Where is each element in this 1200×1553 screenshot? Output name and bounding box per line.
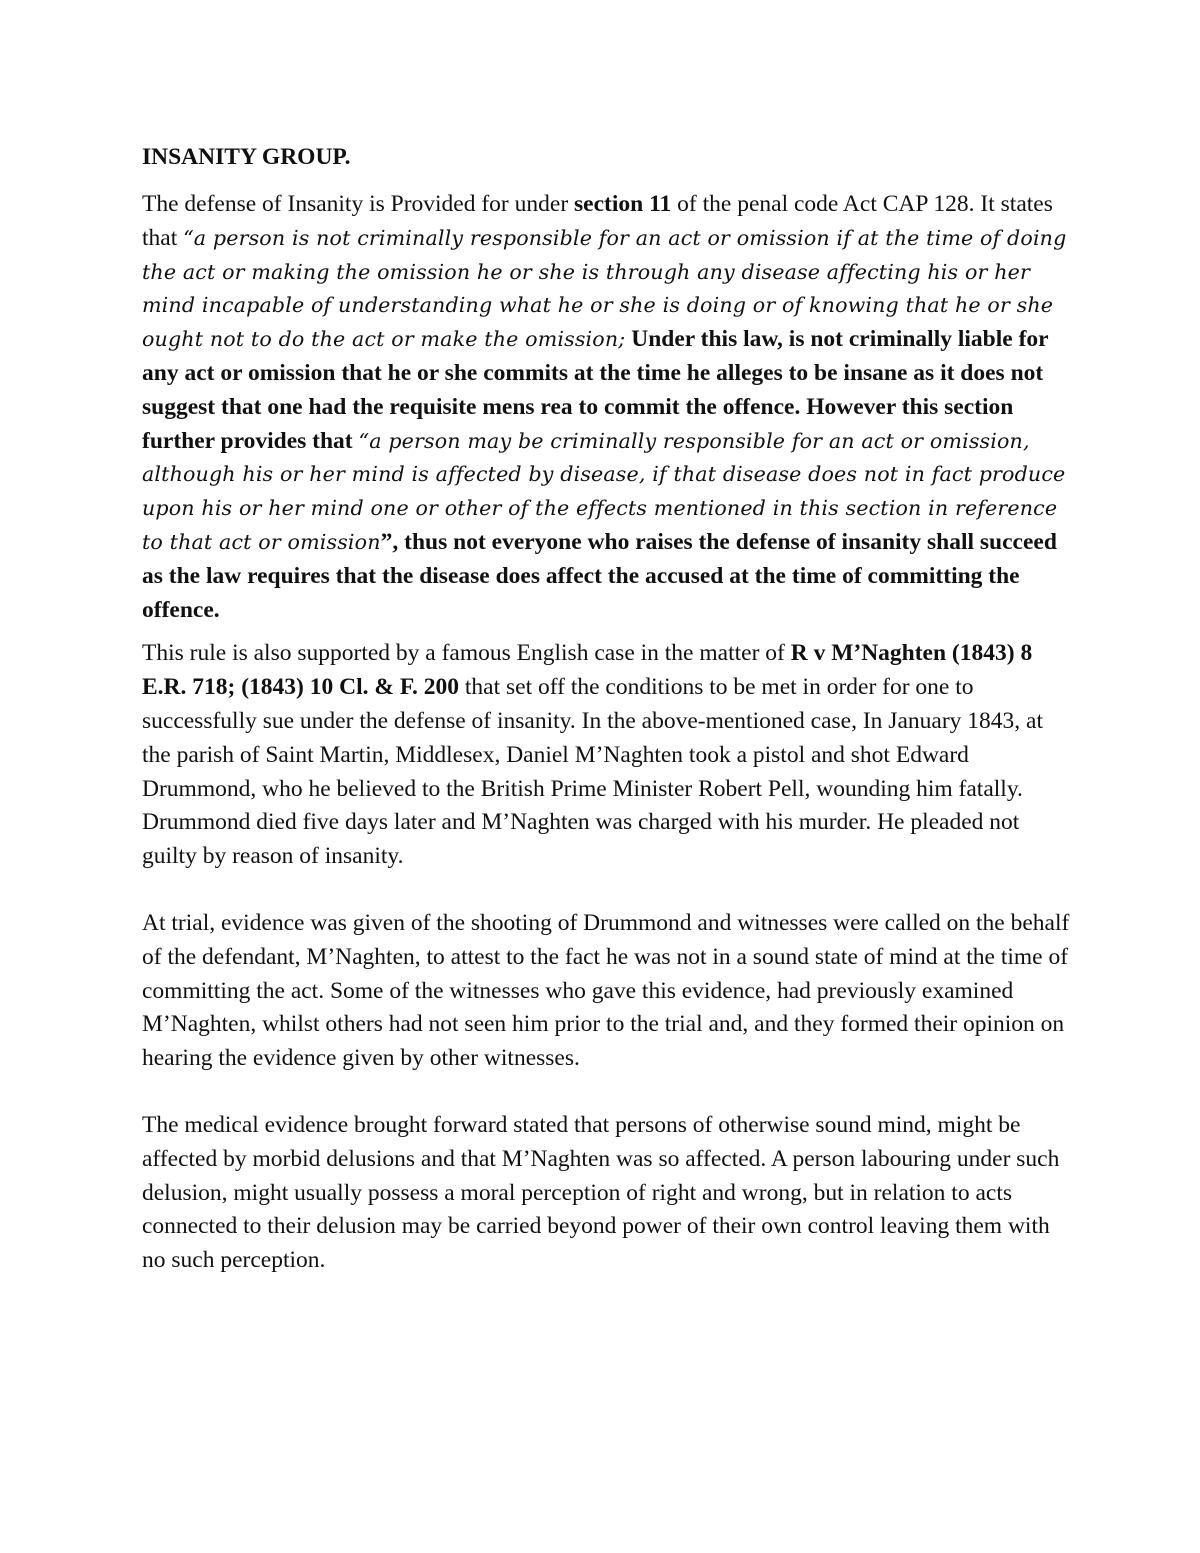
p2-body-text: that set off the conditions to be met in order for one to successfully sue under the defense of insanity. In the above-mentioned case, In January 1843, at the parish of Saint Martin, Middlesex, Daniel M’Naghten took a pistol and shot Edward Drummond, who he believed to the British Prime Minister Robert Pell, wounding him fatally. Drummond died five days later and M’Naghten was charged with his murder. He pleaded not guilty by reason of insanity. bbox=[142, 674, 1043, 870]
p1-conclusion-text: ”, thus not everyone who raises the defense of insanity shall succeed as the law requires that the disease does affect the accused at the time of committing the offence. bbox=[142, 528, 1057, 623]
p1-act-text: of the penal code Act CAP 128. It states that bbox=[142, 191, 1053, 251]
paragraph-section-11 bbox=[142, 188, 1072, 627]
case-citation: R v M’Naghten (1843) 8 E.R. 718; (1843) 10 Cl. & F. 200 bbox=[142, 640, 1033, 701]
p1-intro-text: The defense of Insanity is Provided for under bbox=[142, 191, 575, 217]
statute-quote-1: “a person is not criminally responsible for an act or omission if at the time of doing the act or making the omission he or she is through any disease affecting his or her mind incapable of understanding what he or she is doing or of knowing that he or she ought not to do the act or make the omission; bbox=[142, 225, 1067, 352]
p1-explanation-text: Under this law, is not criminally liable for any act or omission that he or she commits at the time he alleges to be insane as it does not suggest that one had the requisite mens rea to commit the offence. However this section further provides that bbox=[142, 326, 1049, 454]
paragraph-trial: At trial, evidence was given of the shooting of Drummond and witnesses were called on the behalf of the defendant, M’Naghten, to attest to the fact he was not in a sound state of mind at the time of committing the act. Some of the witnesses who gave this evidence, had previously examined M’Naghten, whilst others had not seen him prior to the trial and, and they formed their opinion on hearing the evidence given by other witnesses. bbox=[142, 909, 1070, 1072]
statute-quote-2: “a person may be criminally responsible for an act or omission, although his or her mind is affected by disease, if that disease does not in fact produce upon his or her mind one or other of the effects mentioned in this section in reference to that act or omission bbox=[142, 428, 1066, 554]
p2-intro-text: This rule is also supported by a famous English case in the matter of bbox=[142, 640, 791, 667]
paragraph-mnaghten-case bbox=[142, 637, 1072, 874]
document-body bbox=[142, 140, 1072, 1278]
section-reference: section 11 bbox=[574, 191, 672, 217]
paragraph-medical-evidence: The medical evidence brought forward stated that persons of otherwise sound mind, might be affected by morbid delusions and that M’Naghten was so affected. A person labouring under such delusion, might usually possess a moral perception of right and wrong, but in relation to acts connected to their delusion may be carried beyond power of their own control leaving them with no such perception. bbox=[142, 1111, 1060, 1274]
document-title: INSANITY GROUP. bbox=[142, 144, 351, 170]
